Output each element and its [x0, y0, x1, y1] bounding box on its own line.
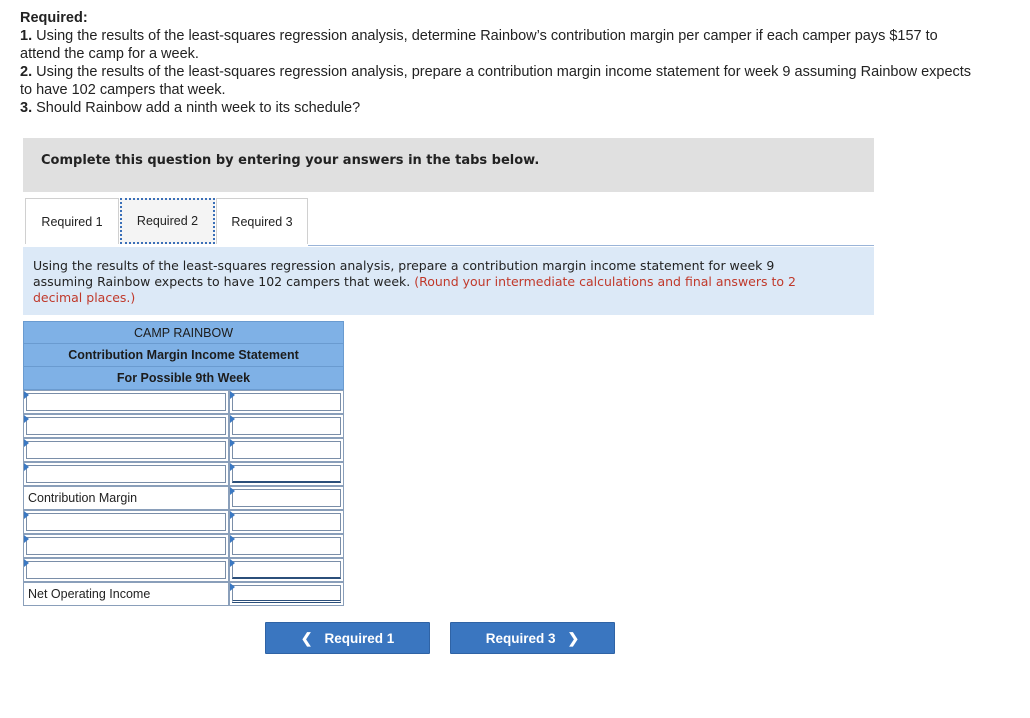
required-item-text: Should Rainbow add a ninth week to its schedule?: [36, 100, 361, 116]
required-item-number: 3.: [20, 100, 33, 116]
label-input[interactable]: [23, 462, 229, 486]
required-item-3: [20, 99, 980, 117]
contribution-margin-label: Contribution Margin: [23, 486, 229, 510]
required-item-text: Using the results of the least-squares regression analysis, determine Rainbow’s contribution margin per camper if each camper pays $157 to attend the camp for a week.: [20, 28, 938, 62]
next-required-button[interactable]: [450, 622, 615, 654]
statement-period: For Possible 9th Week: [23, 367, 344, 390]
chevron-right-icon: ❯: [567, 629, 580, 646]
next-button-label: Required 3: [485, 630, 556, 646]
prev-required-button[interactable]: [265, 622, 430, 654]
chevron-left-icon: ❮: [300, 629, 313, 646]
statement-row: [23, 462, 344, 486]
label-input[interactable]: [23, 510, 229, 534]
amount-input[interactable]: [229, 390, 344, 414]
prev-button-label: Required 1: [324, 630, 395, 646]
rounding-note: (Round your intermediate calculations and final answers to 2 decimal places.): [33, 274, 796, 305]
instruction-text: Complete this question by entering your answers in the tabs below.: [41, 153, 540, 168]
net-operating-income-label: Net Operating Income: [23, 582, 229, 606]
label-input[interactable]: [23, 414, 229, 438]
statement-row: [23, 534, 344, 558]
statement-company: CAMP RAINBOW: [23, 321, 344, 344]
required-item-text: Using the results of the least-squares regression analysis, prepare a contribution margin income statement for week 9 assuming Rainbow expects to have 102 campers that week.: [20, 64, 972, 98]
required-item-number: 1.: [20, 28, 33, 44]
label-input[interactable]: [23, 390, 229, 414]
amount-input[interactable]: [229, 510, 344, 534]
statement-row: [23, 390, 344, 414]
label-input[interactable]: [23, 534, 229, 558]
contribution-margin-row: [23, 486, 344, 510]
tab-bar: [23, 198, 874, 246]
question-description: [23, 247, 874, 315]
required-title: Required:: [20, 10, 88, 26]
required-item-1: [20, 27, 980, 63]
contribution-margin-input[interactable]: [229, 486, 344, 510]
statement-title: Contribution Margin Income Statement: [23, 344, 344, 367]
statement-row: [23, 558, 344, 582]
tab-required-2[interactable]: Required 2: [120, 198, 215, 244]
label-input[interactable]: [23, 438, 229, 462]
amount-input[interactable]: [229, 558, 344, 582]
income-statement: [23, 321, 344, 606]
instruction-bar: [23, 138, 874, 192]
statement-row: [23, 414, 344, 438]
description-text: Using the results of the least-squares regression analysis, prepare a contribution margin income statement for week 9 assuming Rainbow expects to have 102 campers that week.: [33, 258, 775, 289]
net-operating-income-row: [23, 582, 344, 606]
net-operating-income-input[interactable]: [229, 582, 344, 606]
label-input[interactable]: [23, 558, 229, 582]
required-item-number: 2.: [20, 64, 33, 80]
amount-input[interactable]: [229, 414, 344, 438]
required-item-2: [20, 63, 980, 99]
statement-row: [23, 438, 344, 462]
tab-divider: [308, 245, 874, 246]
amount-input[interactable]: [229, 462, 344, 486]
tab-required-1[interactable]: Required 1: [25, 198, 119, 244]
tab-required-3[interactable]: Required 3: [216, 198, 308, 244]
statement-row: [23, 510, 344, 534]
required-section: [20, 9, 980, 117]
amount-input[interactable]: [229, 534, 344, 558]
amount-input[interactable]: [229, 438, 344, 462]
